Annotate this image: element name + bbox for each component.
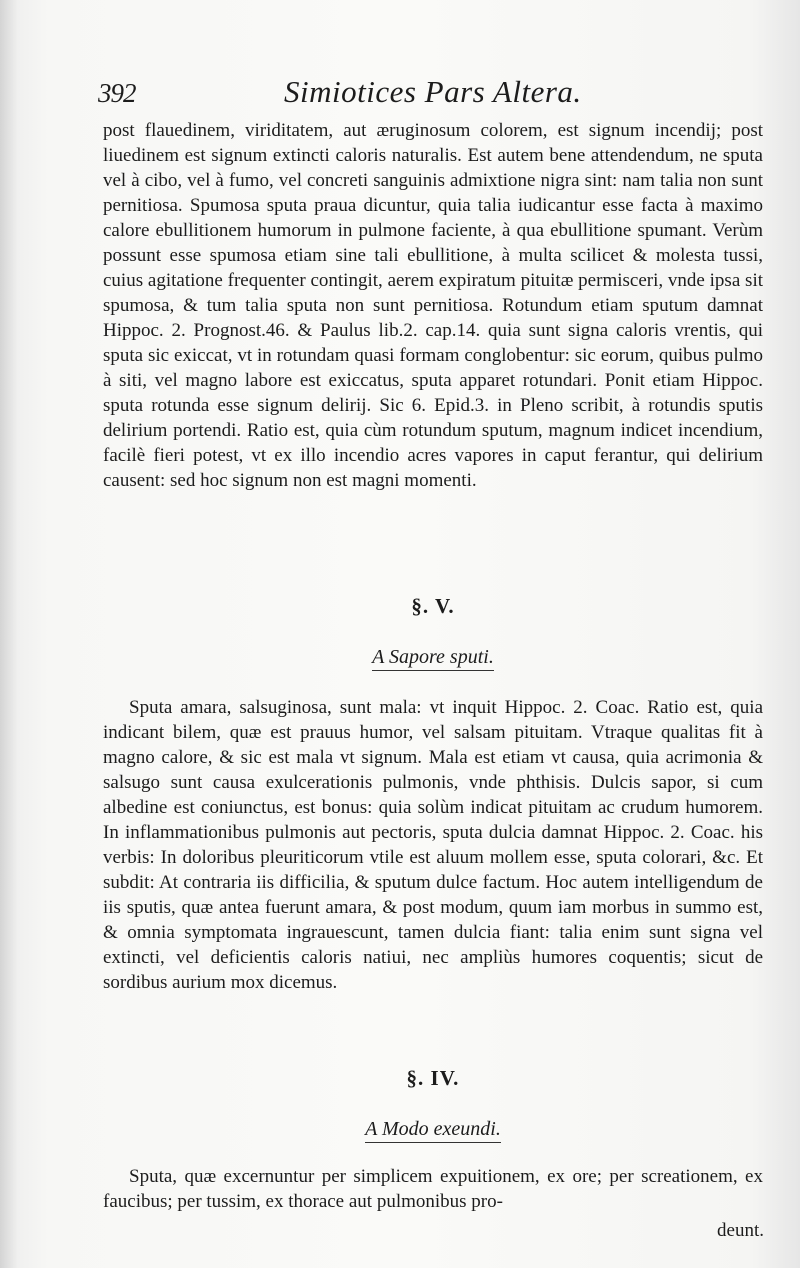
paragraph-mode-of-exit bbox=[103, 1164, 763, 1214]
section-subtitle-mode bbox=[103, 1118, 763, 1143]
binding-shadow bbox=[0, 0, 18, 1268]
paragraph-text: Sputa, quæ excernuntur per simplicem expuitionem, ex ore; per screationem, ex faucibus; per tussim, ex thorace aut pulmonibus pro- bbox=[103, 1166, 763, 1212]
running-title: Simiotices Pars Altera. bbox=[284, 74, 582, 109]
paragraph-text: Sputa amara, salsuginosa, sunt mala: vt inquit Hippoc. 2. Coac. Ratio est, quia indicant bilem, quæ est prauus humor, vel salsam pituitam. Vtraque qualitas fit à magno calore, & sic est mala vt signum. Mala est etiam vt causa, quia acrimonia & salsugo sunt causa exulcerationis pulmonis, vnde phthisis. Dulcis sapor, si cum albedine est coniunctus, est bonus: quia solùm indicat pituitam ac crudum humorem. In inflammationibus pulmonis aut pectoris, sputa dulcia damnat Hippoc. 2. Coac. his verbis: In doloribus pleuriticorum vtile est aluum mollem esse, sputa colorari, &c. Et subdit: At contraria iis difficilia, & sputum dulce factum. Hoc autem intelligendum de iis sputis, quæ antea fuerunt amara, & post modum, quum iam morbus in summo est, & omnia symptomata ingrauescunt, tamen dulcia fiant: talia enim sunt signa vel extincti, vel deficientis caloris natiui, nec ampliùs humores coquentis; sicut de sordibus aurium mox dicemus. bbox=[103, 697, 763, 993]
subtitle-text: A Modo exeundi. bbox=[365, 1118, 501, 1143]
subtitle-text: A Sapore sputi. bbox=[372, 646, 494, 671]
page-header bbox=[98, 74, 758, 114]
section-heading-iv: §. IV. bbox=[406, 1066, 460, 1090]
paragraph-taste-of-sputum bbox=[103, 695, 763, 995]
page-number: 392 bbox=[98, 78, 136, 108]
catchword: deunt. bbox=[717, 1220, 764, 1241]
section-subtitle-taste bbox=[103, 646, 763, 671]
paragraph-text: post flauedinem, viriditatem, aut æruginosum colorem, est signum incendij; post liuedinem est signum extincti caloris naturalis. Est autem bene attendendum, ne sputa vel à cibo, vel à fumo, vel concreti sanguinis admixtione nigra sint: nam talia non sunt pernitiosa. Spumosa sputa praua dicuntur, quia talia iudicantur esse facta à maximo calore ebullitionem humorum in pulmone faciente, à qua ebullitione spumant. Verùm possunt esse spumosa etiam sine tali ebullitione, à multa scilicet & molesta tussi, cuius agitatione frequenter contingit, aerem expiratum pituitæ permisceri, vnde ipsa sit spumosa, & tum talia sputa non sunt pernitiosa. Rotundum etiam sputum damnat Hippoc. 2. Prognost.46. & Paulus lib.2. cap.14. quia sunt signa caloris vrentis, qui sputa sic exiccat, vt in rotundam quasi formam conglobentur: sic eorum, quibus pulmo à siti, vel magno labore est exiccatus, sputa apparet rotundari. Ponit etiam Hippoc. sputa rotunda esse signum delirij. Sic 6. Epid.3. in Pleno scribit, à rotundis sputis delirium portendi. Ratio est, quia cùm rotundum sputum, magnum indicet incendium, facilè fieri potest, vt ex illo incendio acres vapores in caput ferantur, qui delirium causent: sed hoc signum non est magni momenti. bbox=[103, 120, 763, 491]
section-heading-v: §. V. bbox=[411, 594, 455, 618]
paragraph-color-of-sputum bbox=[103, 118, 763, 493]
